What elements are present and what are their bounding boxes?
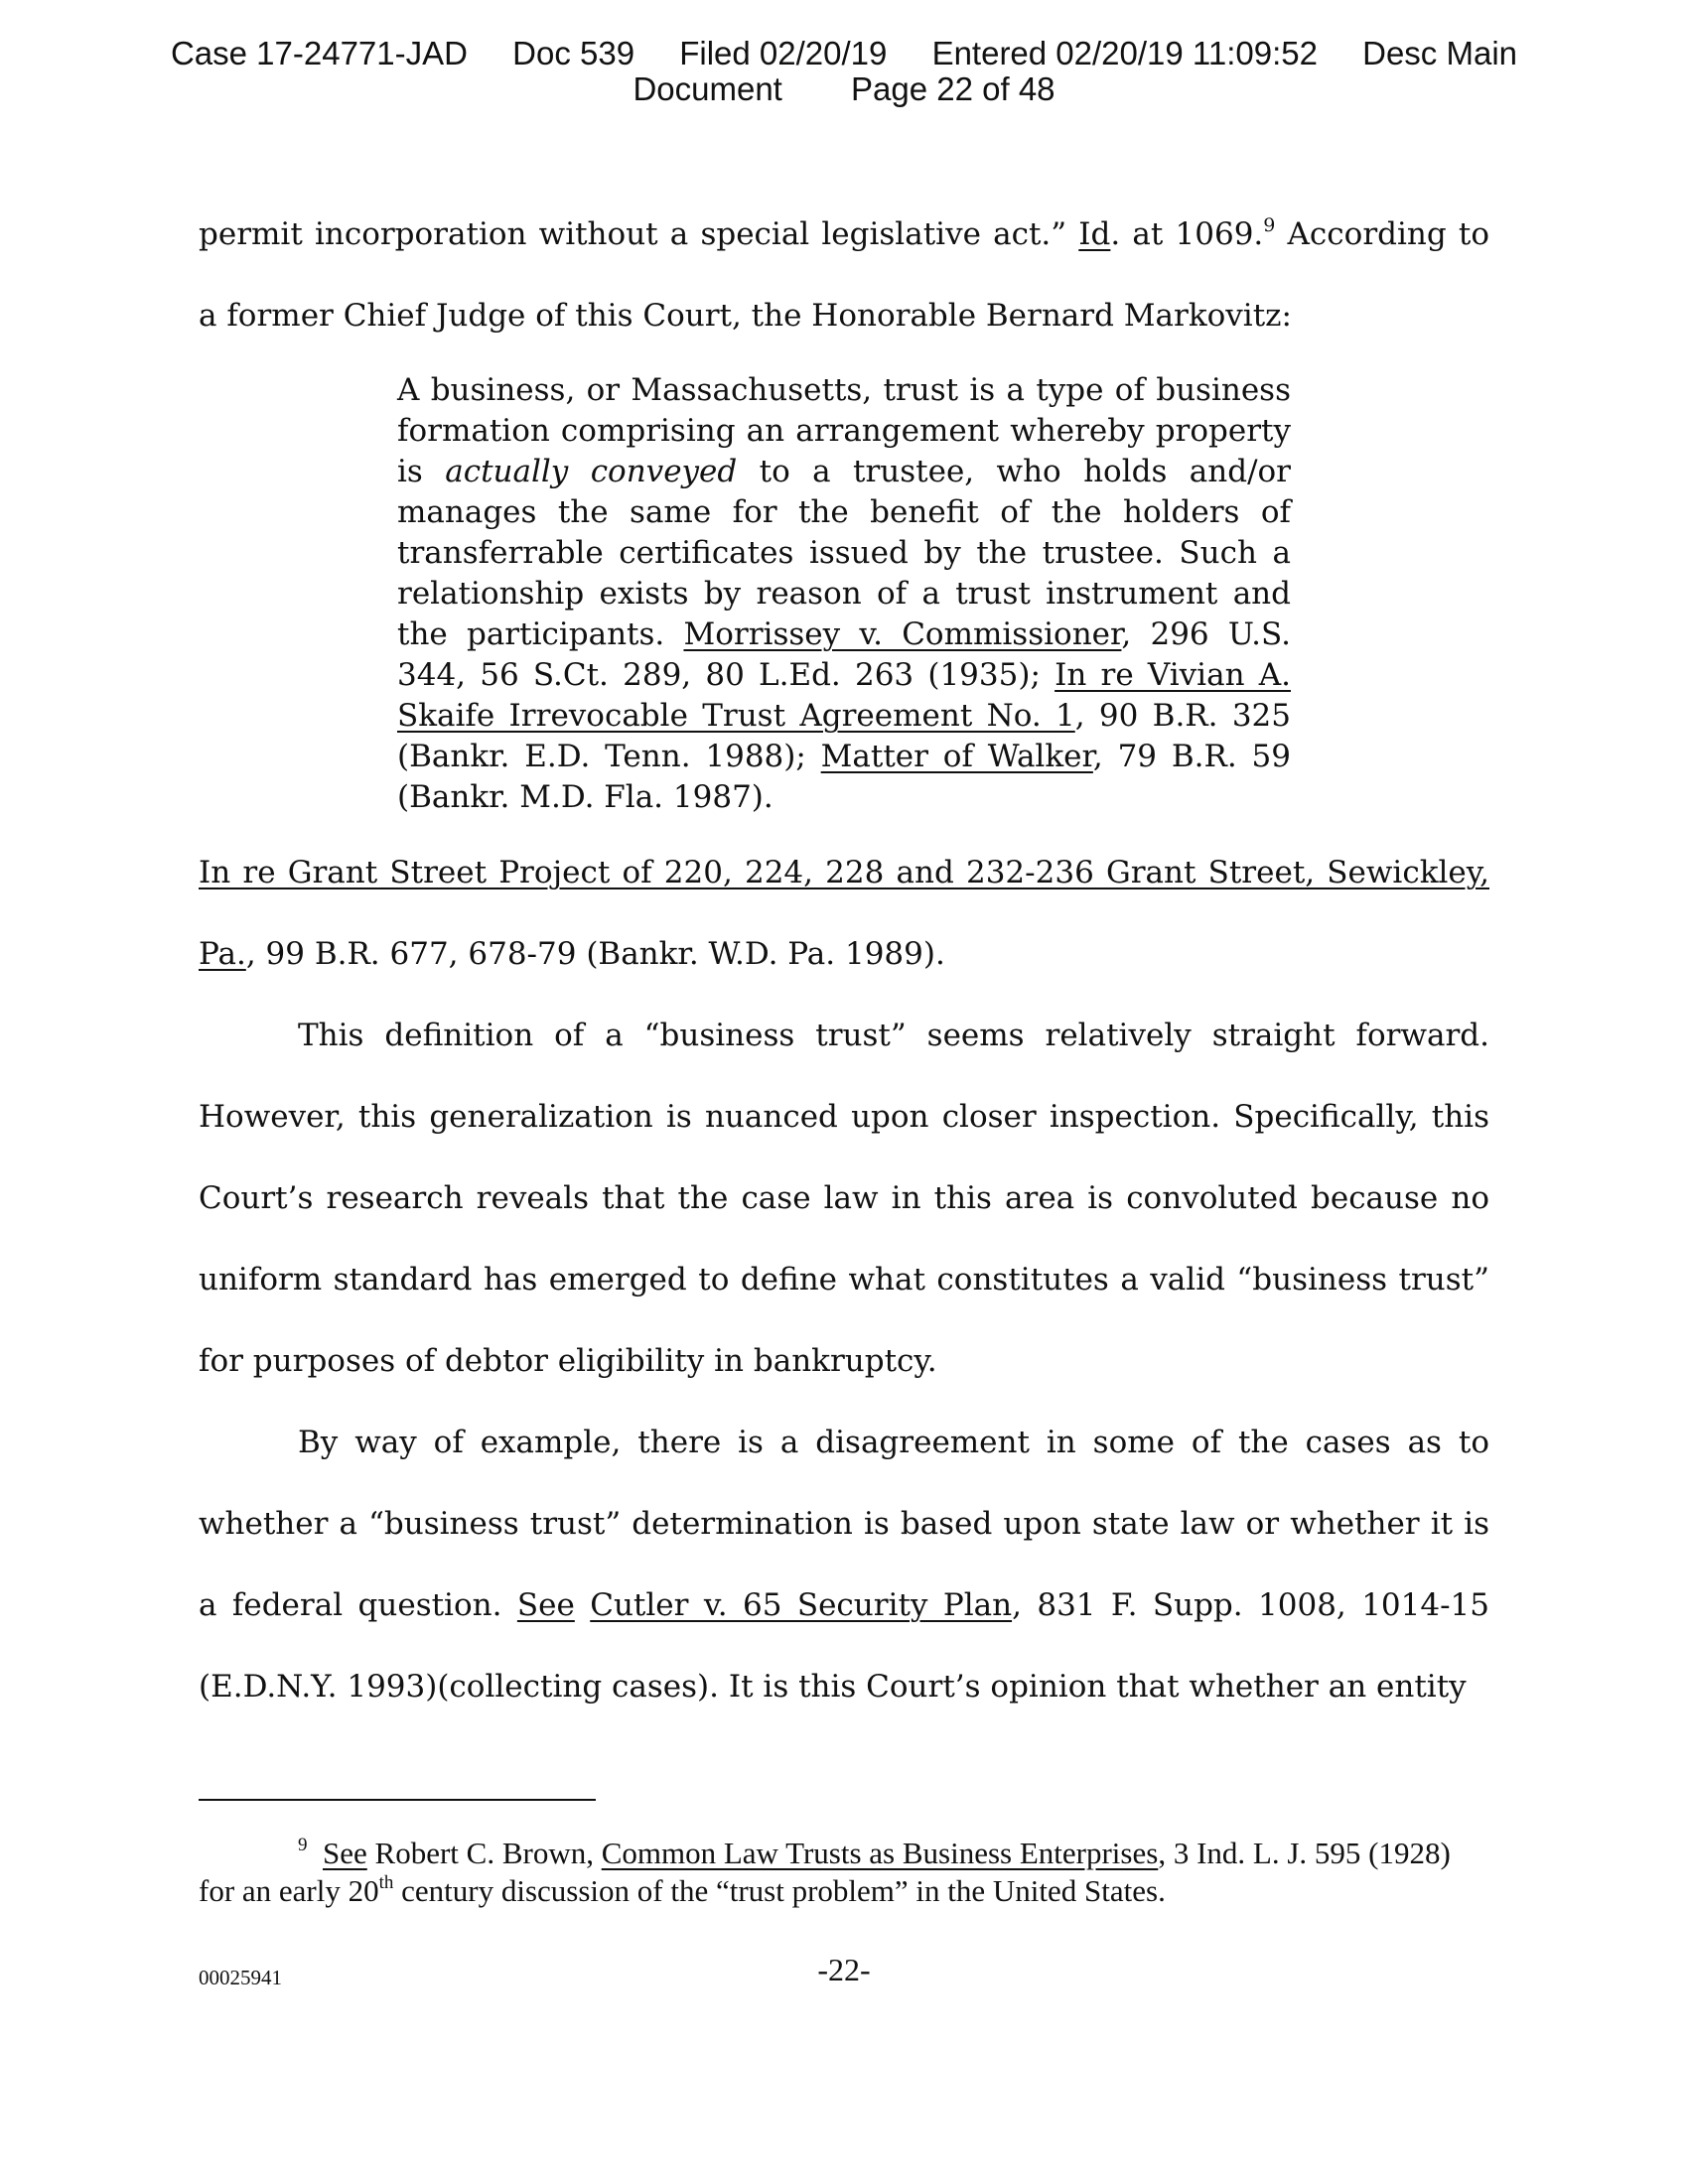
document-number: 00025941: [199, 1966, 282, 1989]
text-segment: A business, or Massachusetts, trust is a type of business formation comprising an arrangement whereby property is: [397, 372, 1291, 489]
text-segment: , 90 B.R. 325 (Bankr. E.D. Tenn. 1988);: [397, 698, 1291, 774]
text-segment: , 831 F. Supp. 1008, 1014-15 (E.D.N.Y. 1993)(collecting cases). It is this Court’s opinion that whether an entity: [199, 1587, 1490, 1705]
case-citation: In re Grant Street Project of 220, 224, 228 and 232-236 Grant Street, Sewickley, Pa.: [199, 855, 1489, 972]
text-segment: to a trustee, who holds and/or manages the same for the benefit of the holders of transferrable certificates issued by the trustee. Such a relationship exists by reason of a trust instrument and the participants.: [397, 454, 1291, 652]
text-segment: , 79 B.R. 59 (Bankr. M.D. Fla. 1987).: [397, 739, 1291, 815]
opinion-body: [199, 194, 1489, 1727]
paragraph-3: [199, 1402, 1489, 1727]
text-segment: permit incorporation without a special legislative act.”: [199, 216, 1079, 252]
footnote-divider: [199, 1799, 596, 1801]
header-page-count: Page 22 of 48: [851, 70, 1055, 107]
case-citation: Cutler v. 65 Security Plan: [590, 1587, 1013, 1623]
paragraph-2: This definition of a “business trust” seems relatively straight forward. However, this generalization is nuanced upon closer inspection. Specifically, this Court’s research reveals that the case law in this area is convoluted because no uniform standard has emerged to define what constitutes a valid “business trust” for purposes of debtor eligibility in bankruptcy.: [199, 1018, 1489, 1379]
paragraph-1: [199, 194, 1489, 356]
signal-see: See: [323, 1836, 367, 1870]
ordinal-suffix: th: [378, 1871, 394, 1893]
emphasis-text: actually conveyed: [445, 454, 738, 489]
text-segment: , 296 U.S. 344, 56 S.Ct. 289, 80 L.Ed. 263 (1935);: [397, 616, 1291, 693]
case-header: [0, 36, 1688, 107]
text-segment: According to a former Chief Judge of this Court, the Honorable Bernard Markovitz:: [199, 216, 1490, 334]
case-citation: In re Vivian A. Skaife Irrevocable Trust Agreement No. 1: [397, 657, 1291, 734]
article-title: Common Law Trusts as Business Enterprises: [601, 1836, 1159, 1870]
footnote-number: 9: [298, 1834, 308, 1855]
text-segment: . at 1069.: [1110, 216, 1264, 252]
text-segment: By way of example, there is a disagreement in some of the cases as to whether a “business trust” determination is based upon state law or whether it is a federal question.: [199, 1425, 1489, 1623]
text-segment: century discussion of the “trust problem” in the United States.: [393, 1873, 1166, 1908]
text-segment: , 3 Ind. L. J. 595 (1928) for an early 20: [199, 1836, 1451, 1908]
case-citation: Matter of Walker: [820, 739, 1093, 774]
header-case-number: Case 17-24771-JAD: [170, 35, 468, 71]
header-filed-date: Filed 02/20/19: [679, 35, 888, 71]
quote-source-citation: [199, 832, 1489, 995]
footnote-9: [199, 1835, 1489, 1910]
header-entered-date: Entered 02/20/19 11:09:52: [931, 35, 1318, 71]
header-doc-number: Doc 539: [512, 35, 635, 71]
header-desc: Desc Main: [1362, 35, 1518, 71]
text-segment: Robert C. Brown,: [366, 1836, 602, 1870]
page-number: -22-: [817, 1952, 871, 1987]
text-segment: , 99 B.R. 677, 678-79 (Bankr. W.D. Pa. 1989).: [245, 936, 945, 972]
citation-id: Id: [1078, 216, 1111, 252]
header-document-label: Document: [633, 70, 782, 107]
case-citation: Morrissey v. Commissioner: [683, 616, 1122, 652]
footnote-ref: 9: [1263, 213, 1276, 236]
signal-see: See: [516, 1587, 575, 1623]
text-segment: [575, 1587, 590, 1623]
block-quote: [397, 356, 1291, 832]
